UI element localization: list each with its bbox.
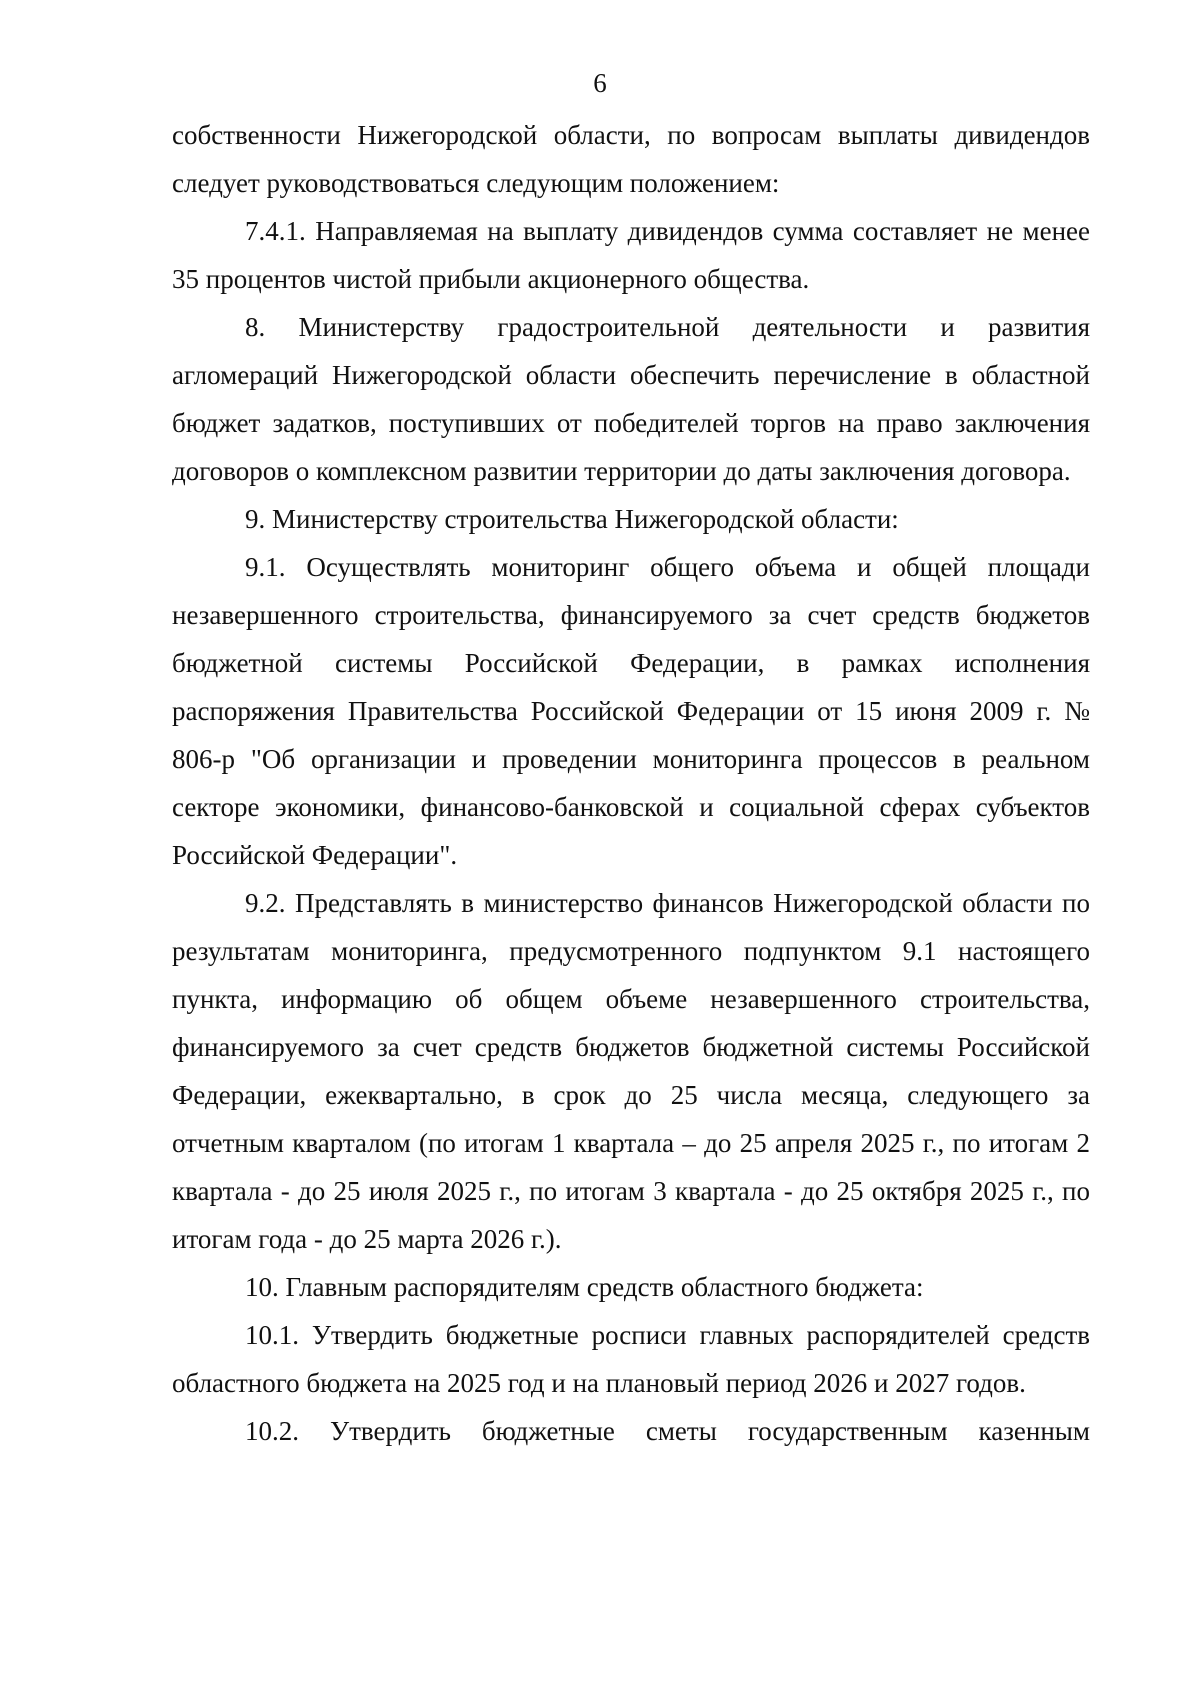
paragraph-10: 10. Главным распорядителям средств областного бюджета: <box>245 1272 924 1302</box>
paragraph-continuation: собственности Нижегородской области, по вопросам выплаты дивидендов следует руководствоваться следующим положением: <box>172 120 1090 198</box>
paragraph-10-1: 10.1. Утвердить бюджетные росписи главных распорядителей средств областного бюджета на 2025 год и на плановый период 2026 и 2027 годов. <box>172 1320 1090 1398</box>
paragraph-7-4-1: 7.4.1. Направляемая на выплату дивидендов сумма составляет не менее 35 процентов чистой прибыли акционерного общества. <box>172 216 1090 294</box>
document-body <box>172 111 1090 1455</box>
paragraph-9-1: 9.1. Осуществлять мониторинг общего объема и общей площади незавершенного строительства, финансируемого за счет средств бюджетов бюджетной системы Российской Федерации, в рамках исполнения распоряжения Правительства Российской Федерации от 15 июня 2009 г. № 806-р "Об организации и проведении мониторинга процессов в реальном секторе экономики, финансово-банковской и социальной сферах субъектов Российской Федерации". <box>172 552 1090 870</box>
paragraph-8: 8. Министерству градостроительной деятельности и развития агломераций Нижегородской области обеспечить перечисление в областной бюджет задатков, поступивших от победителей торгов на право заключения договоров о комплексном развитии территории до даты заключения договора. <box>172 312 1090 486</box>
paragraph-9: 9. Министерству строительства Нижегородской области: <box>245 504 899 534</box>
paragraph-10-2: 10.2. Утвердить бюджетные сметы государственным казенным <box>245 1416 1090 1446</box>
paragraph-9-2: 9.2. Представлять в министерство финансов Нижегородской области по результатам мониторинга, предусмотренного подпунктом 9.1 настоящего пункта, информацию об общем объеме незавершенного строительства, финансируемого за счет средств бюджетов бюджетной системы Российской Федерации, ежеквартально, в срок до 25 числа месяца, следующего за отчетным кварталом (по итогам 1 квартала – до 25 апреля 2025 г., по итогам 2 квартала - до 25 июля 2025 г., по итогам 3 квартала - до 25 октября 2025 г., по итогам года - до 25 марта 2026 г.). <box>172 888 1090 1254</box>
page-number: 6 <box>593 68 607 98</box>
